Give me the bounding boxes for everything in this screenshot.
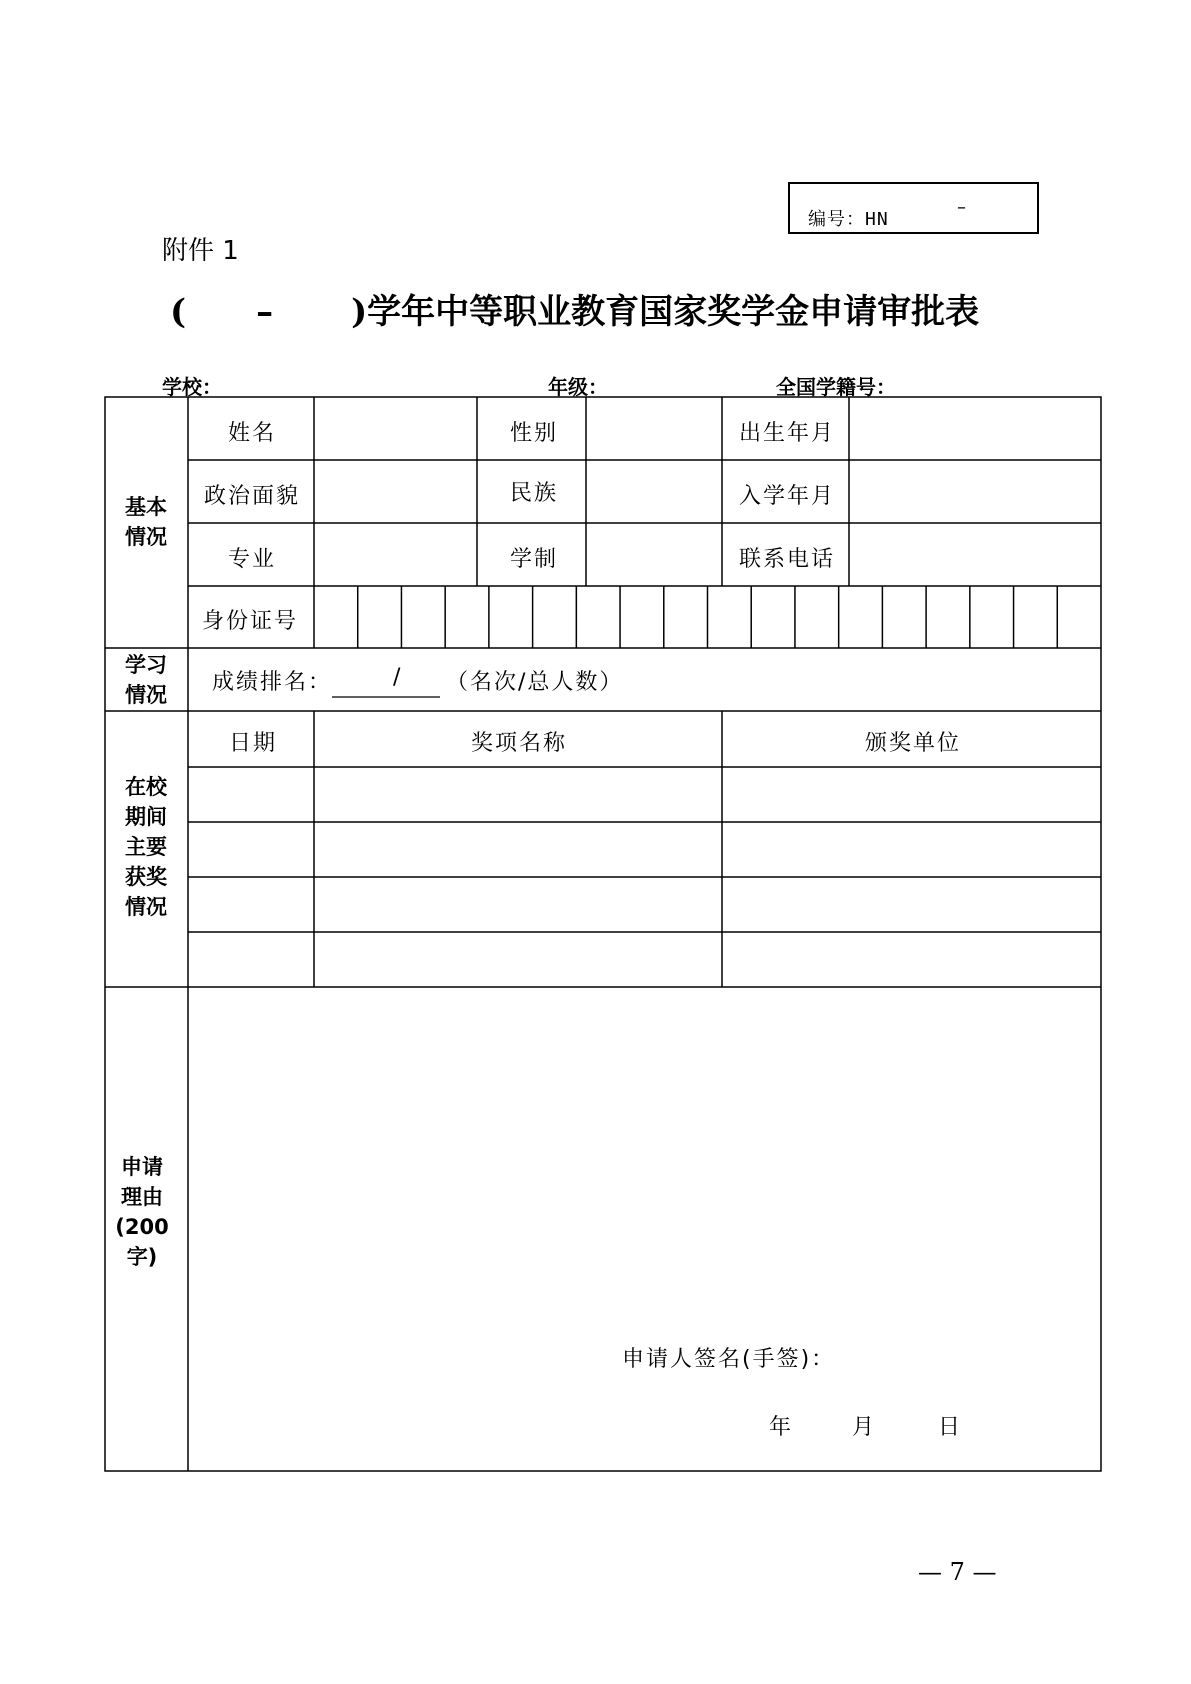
section-label-line: 情况 bbox=[125, 683, 167, 707]
section-label-line: 字) bbox=[126, 1245, 158, 1269]
section-label-line: 在校 bbox=[125, 775, 167, 799]
serial-number-label: 编号：HN bbox=[808, 209, 889, 230]
political-status-label: 政治面貌 bbox=[204, 484, 301, 509]
title-open-paren: ( bbox=[170, 292, 187, 332]
serial-number-dash: – bbox=[957, 197, 966, 218]
award-date-header: 日期 bbox=[229, 731, 278, 756]
basic-info-section-label bbox=[116, 492, 176, 552]
reason-section-label bbox=[112, 1152, 172, 1272]
section-label-line: 主要 bbox=[125, 835, 167, 859]
section-label-line: 情况 bbox=[125, 895, 167, 919]
title-dash: – bbox=[256, 292, 274, 332]
date-year-label: 年 bbox=[769, 1415, 792, 1440]
page-number: — 7 — bbox=[918, 1558, 997, 1586]
award-issuer-header: 颁奖单位 bbox=[865, 731, 962, 756]
name-label: 姓名 bbox=[228, 421, 277, 446]
award-name-header: 奖项名称 bbox=[471, 731, 568, 756]
section-label-line: 理由 bbox=[121, 1185, 163, 1209]
school-label: 学校： bbox=[162, 375, 222, 399]
ethnicity-label: 民族 bbox=[510, 481, 559, 506]
schooling-length-label: 学制 bbox=[510, 547, 559, 572]
section-label-line: 学习 bbox=[125, 653, 167, 677]
national-student-id-label: 全国学籍号： bbox=[776, 375, 896, 399]
section-label-line: 基本 bbox=[125, 495, 167, 519]
id-number-label: 身份证号 bbox=[202, 609, 299, 634]
applicant-signature-label: 申请人签名(手签)： bbox=[622, 1347, 836, 1372]
enrollment-date-label: 入学年月 bbox=[739, 484, 836, 509]
date-day-label: 日 bbox=[938, 1415, 961, 1440]
birth-date-label: 出生年月 bbox=[739, 421, 836, 446]
title-text: )学年中等职业教育国家奖学金申请审批表 bbox=[351, 292, 980, 332]
major-label: 专业 bbox=[228, 547, 277, 572]
grade-rank-note: （名次/总人数） bbox=[446, 670, 624, 695]
awards-section-label bbox=[116, 772, 176, 922]
grade-label: 年级： bbox=[548, 375, 608, 399]
grade-rank-slash: / bbox=[393, 665, 401, 690]
section-label-line: 申请 bbox=[121, 1155, 163, 1179]
phone-label: 联系电话 bbox=[739, 547, 836, 572]
gender-label: 性别 bbox=[510, 421, 559, 446]
section-label-line: (200 bbox=[115, 1215, 169, 1239]
attachment-label: 附件 1 bbox=[162, 236, 239, 266]
section-label-line: 期间 bbox=[125, 805, 167, 829]
section-label-line: 获奖 bbox=[125, 865, 167, 889]
grade-rank-label: 成绩排名： bbox=[212, 670, 333, 695]
study-section-label bbox=[116, 650, 176, 710]
section-label-line: 情况 bbox=[125, 525, 167, 549]
date-month-label: 月 bbox=[852, 1415, 875, 1440]
